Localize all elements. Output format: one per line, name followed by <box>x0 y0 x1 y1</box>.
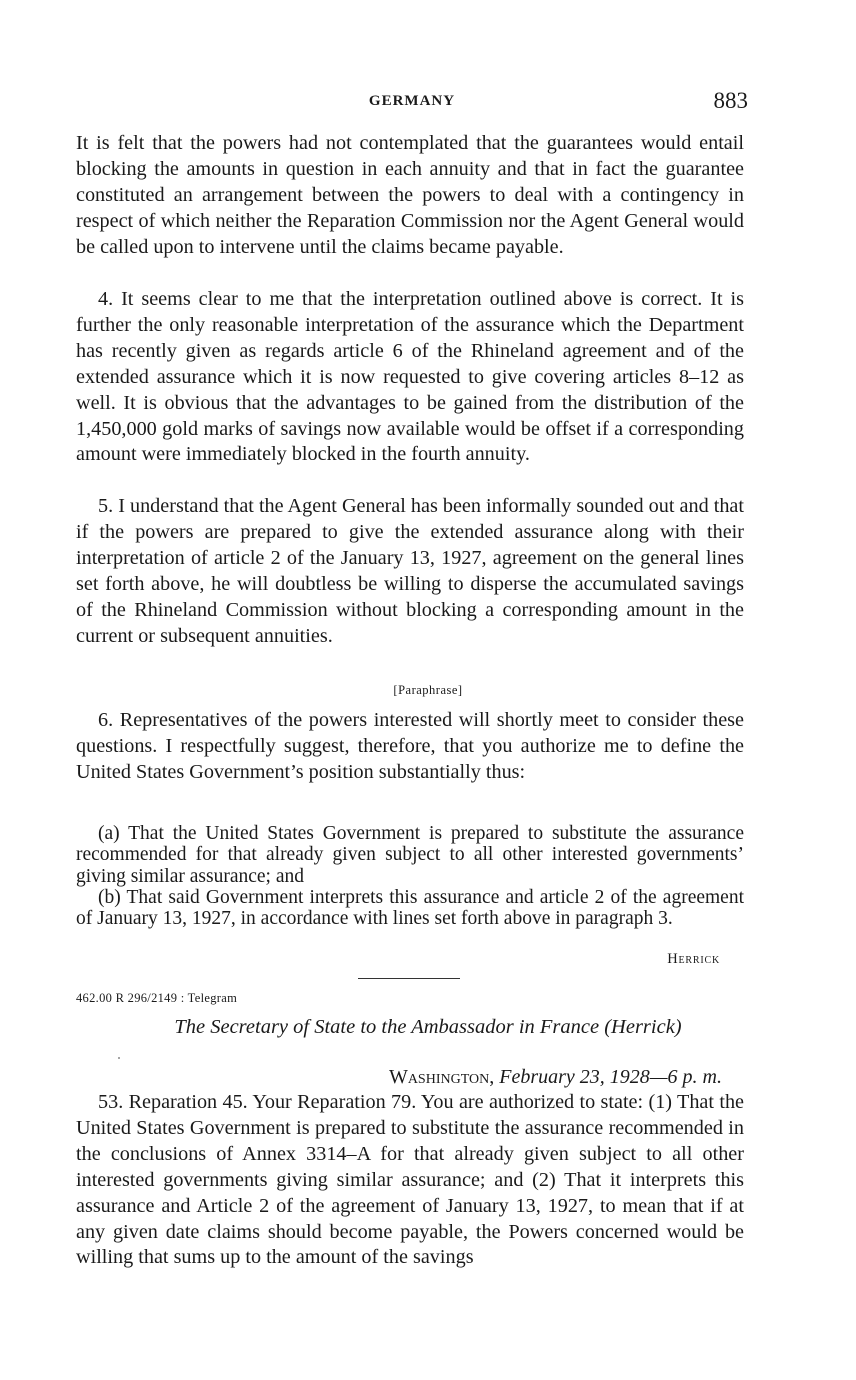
paraphrase-label: [Paraphrase] <box>393 683 463 697</box>
paragraph-4: 4. It seems clear to me that the interpretation outlined above is correct. It is further the only reasonable interpretation of the assurance which the Department has recently given as regards article 6 of the Rhineland agreement and of the extended assurance which it is now requested to give covering articles 8–12 as well. It is obvious that the advantages to be gained from the distribution of the 1,450,000 gold marks of savings now available would be offset if a corresponding amount were immediately blocked in the fourth annuity. <box>76 288 744 466</box>
paragraph-continuation: It is felt that the powers had not contemplated that the guarantees would entail blocking the amounts in question in each annuity and that in fact the guarantee constituted an arrangement between the powers to deal with a contingency in respect of which neither the Reparation Commission nor the Agent General would be called upon to intervene until the claims became payable. <box>76 132 744 258</box>
paragraph-5: 5. I understand that the Agent General has been informally sounded out and that if the powers are prepared to give the extended assurance along with their interpretation of article 2 of the January 13, 1927, agreement on the general lines set forth above, he will doubtless be willing to disperse the accumulated savings of the Rhineland Commission without blocking a corresponding amount in the current or subsequent annuities. <box>76 495 744 647</box>
signature: Herrick <box>667 951 720 967</box>
dateline <box>389 1066 722 1089</box>
specks <box>118 1057 120 1059</box>
dateline-date: February 23, 1928—6 p. m. <box>499 1066 722 1088</box>
document-title: The Secretary of State to the Ambassador in France (Herrick) <box>174 1016 682 1038</box>
item-a: (a) That the United States Government is prepared to substitute the assurance recommended for that already given subject to all other interested governments’ giving similar assurance; and <box>76 823 744 887</box>
dateline-place: Washington, <box>388 1066 495 1088</box>
page-number: 883 <box>713 88 748 113</box>
paragraph-53: 53. Reparation 45. Your Reparation 79. You are authorized to state: (1) That the United States Government is prepared to substitute the assurance recommended in the conclusions of Annex 3314–A for that already given subject to all other interested governments giving similar assurance; and (2) That it interprets this assurance and Article 2 of the agreement of January 13, 1927, to mean that if at any given date claims should become payable, the Powers concerned would be willing that sums up to the amount of the savings <box>76 1091 744 1269</box>
running-title: GERMANY <box>368 93 456 109</box>
running-head <box>76 88 748 118</box>
section-divider <box>358 978 460 979</box>
file-reference: 462.00 R 296/2149 : Telegram <box>76 991 238 1005</box>
item-b: (b) That said Government interprets this assurance and article 2 of the agreement of January 13, 1927, in accordance with lines set forth above in paragraph 3. <box>76 887 744 930</box>
paragraph-6: 6. Representatives of the powers interested will shortly meet to consider these questions. I respectfully suggest, therefore, that you authorize me to define the United States Government’s position substantially thus: <box>76 709 744 783</box>
